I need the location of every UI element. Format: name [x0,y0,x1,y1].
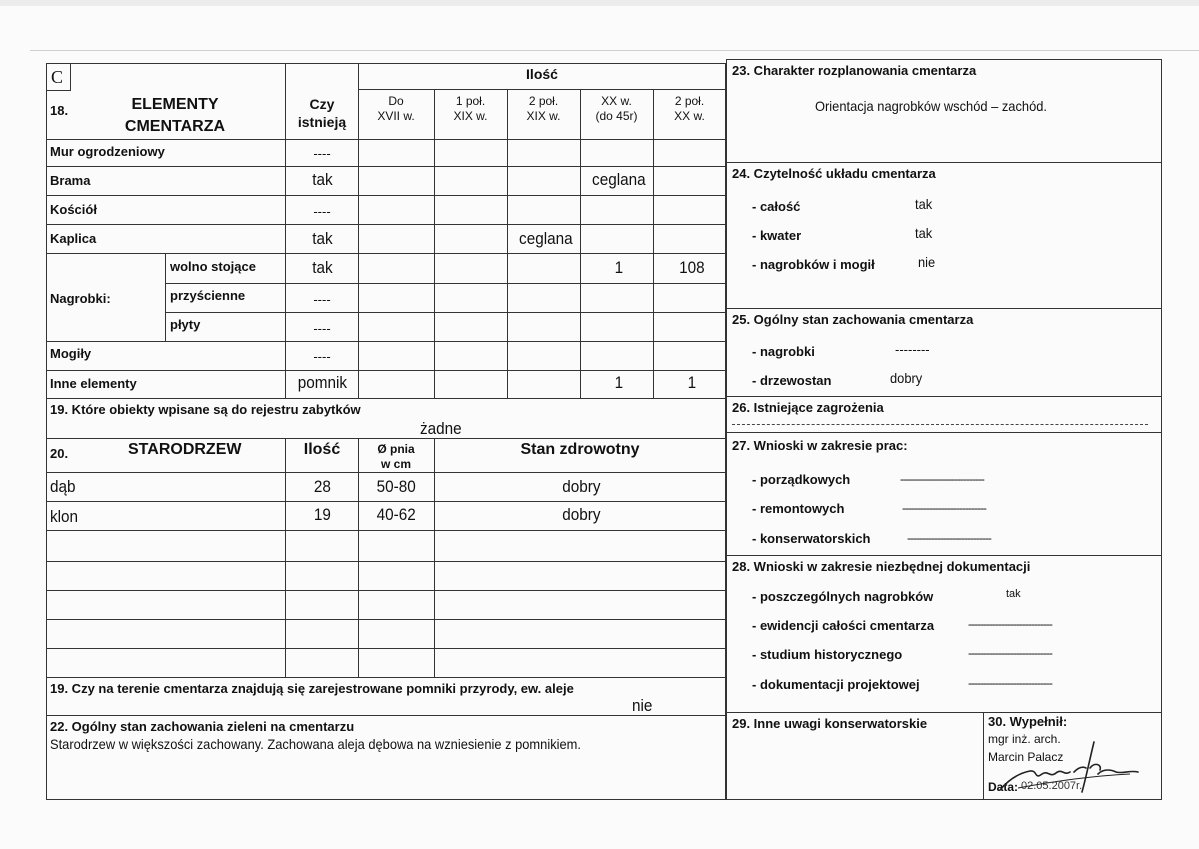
grid-line [46,590,726,591]
nature-question: 19. Czy na terenie cmentarza znajdują się zarejestrowane pomniki przyrody, ew. aleje [50,681,574,696]
period-3-line2: XIX w. [526,109,561,123]
pnia-header-line1: Ø pnia [377,442,415,456]
row-period-value: 1 [614,258,624,277]
grid-line [726,555,1162,556]
greenery-title: 22. Ogólny stan zachowania zieleni na cmentarzu [50,719,355,734]
readability-label: - nagrobków i mogił [752,257,875,272]
works-value: ---------------------------- [900,472,984,486]
period-4-line1: XX w. [601,94,632,108]
readability-label: - całość [752,199,801,214]
grid-line [46,195,726,196]
starodrzew-number: 20. [50,446,69,461]
condition-label: - drzewostan [752,373,832,388]
grid-line [165,253,166,341]
filled-by-line1: mgr inż. arch. [988,732,1061,746]
filled-by-line2: Marcin Palacz [988,750,1064,764]
grid-line [165,283,726,284]
docs-title: 28. Wnioski w zakresie niezbędnej dokumentacji [732,559,1031,574]
works-label: - konserwatorskich [752,531,871,546]
grid-line [46,398,726,399]
starodrzew-title: STARODRZEW [128,441,242,458]
row-exists: tak [312,229,333,248]
row-exists: ---- [313,349,331,364]
stan-header: Stan zdrowotny [520,441,640,458]
grid-line [46,139,726,140]
readability-value: tak [915,225,933,241]
period-1-line2: XVII w. [377,109,415,123]
grid-line [726,396,1162,397]
date-label: Data: [988,780,1019,794]
nagrobki-label: Nagrobki: [50,291,111,306]
tree-diameter: 40-62 [376,505,416,524]
grid-line [46,253,726,254]
works-value: ---------------------------- [902,501,986,515]
tree-count: 19 [313,505,331,524]
grid-line [358,438,359,677]
row-label: Inne elementy [50,376,137,391]
tree-name: dąb [50,477,76,496]
section-letter: C [51,67,64,87]
threats-title: 26. Istniejące zagrożenia [732,400,884,415]
row-exists: ---- [313,321,331,336]
tree-health: dobry [562,505,601,524]
row-exists: ---- [313,292,331,307]
docs-label: - poszczególnych nagrobków [752,589,934,604]
grid-line [46,501,726,502]
layout-readability-title: 24. Czytelność układu cmentarza [732,166,936,181]
readability-label: - kwater [752,228,802,243]
grid-line [165,312,726,313]
period-5-line1: 2 poł. [674,94,705,108]
layout-character-text: Orientacja nagrobków wschód – zachód. [815,98,1047,114]
row-label: płyty [170,317,201,332]
period-2-line1: 1 poł. [455,94,486,108]
grid-line [653,89,654,398]
other-remarks-title: 29. Inne uwagi konserwatorskie [732,716,928,731]
condition-title: 25. Ogólny stan zachowania cmentarza [732,312,974,327]
row-label: Kościół [50,202,97,217]
row-period-value: 1 [687,373,697,392]
condition-label: - nagrobki [752,344,815,359]
readability-value: tak [915,196,933,212]
czy-header-line2: istnieją [297,114,347,130]
grid-line [358,89,726,90]
signature-icon [990,738,1160,798]
grid-line [434,438,435,677]
works-label: - remontowych [752,501,845,516]
row-label: Mur ogrodzeniowy [50,144,165,159]
nature-answer: nie [632,696,653,715]
register-question: 19. Które obiekty wpisane są do rejestru zabytków [50,402,361,417]
row-period-value: ceglana [519,229,573,248]
tree-health: dobry [562,477,601,496]
grid-line [46,166,726,167]
page-edge-line [30,50,1199,51]
row-exists: ---- [313,204,331,219]
layout-character-title: 23. Charakter rozplanowania cmentarza [732,63,977,78]
grid-line [46,341,726,342]
condition-value: dobry [890,370,923,386]
pnia-header-line2: w cm [380,457,411,471]
date-value: 02.05.2007r. [1021,780,1083,792]
docs-value: tak [1006,588,1021,600]
grid-line [46,619,726,620]
works-title: 27. Wnioski w zakresie prac: [732,438,908,453]
grid-line [983,712,984,800]
period-5-line2: XX w. [674,109,705,123]
grid-line [46,224,726,225]
docs-label: - dokumentacji projektowej [752,677,920,692]
docs-label: - ewidencji całości cmentarza [752,618,935,633]
elements-title-line2: CMENTARZA [124,118,226,135]
grid-line [46,561,726,562]
grid-line [46,715,726,716]
row-label: wolno stojące [170,259,256,274]
grid-line [507,89,508,398]
works-value: ---------------------------- [907,531,991,545]
period-4-line2: (do 45r) [595,109,638,123]
ilosc-header: Ilość [526,66,558,82]
register-answer: żadne [420,419,462,438]
period-1-line1: Do [388,94,404,108]
elements-number: 18. [50,103,69,118]
tree-count: 28 [313,477,331,496]
elements-title-line1: ELEMENTY [131,96,219,113]
tree-name: klon [50,507,79,526]
grid-line [46,530,726,531]
docs-value: ---------------------------- [968,676,1052,690]
grid-line [580,89,581,398]
grid-line [46,472,726,473]
row-label: Brama [50,173,91,188]
grid-line [46,677,726,678]
filled-by-title: 30. Wypełnił: [988,714,1068,729]
condition-value: -------- [895,342,930,357]
docs-value: ---------------------------- [968,646,1052,660]
docs-value: ---------------------------- [968,617,1052,631]
greenery-text: Starodrzew w większości zachowany. Zachowana aleja dębowa na wzniesienie z pomnikiem. [50,736,581,752]
grid-line [434,89,435,398]
row-period-value: ceglana [592,170,646,189]
docs-label: - studium historycznego [752,647,903,662]
grid-line [285,438,286,677]
row-label: przyścienne [170,288,246,303]
row-exists: tak [312,258,333,277]
starodrzew-ilosc-header: Ilość [303,441,341,458]
grid-line [46,648,726,649]
tree-diameter: 50-80 [376,477,416,496]
grid-line [726,432,1162,433]
threats-dashed-line [732,424,1148,425]
row-label: Mogiły [50,346,92,361]
period-3-line1: 2 poł. [528,94,559,108]
czy-header-line1: Czy [309,96,335,112]
period-2-line2: XIX w. [453,109,488,123]
works-label: - porządkowych [752,472,851,487]
grid-line [46,438,726,439]
readability-value: nie [918,254,936,270]
row-label: Kaplica [50,231,97,246]
grid-line [726,712,1162,713]
row-exists: tak [312,170,333,189]
row-exists: pomnik [297,373,348,392]
grid-line [726,308,1162,309]
row-period-value: 108 [679,258,705,277]
grid-line [726,162,1162,163]
row-period-value: 1 [614,373,624,392]
row-exists: ---- [313,146,331,161]
grid-line [46,370,726,371]
